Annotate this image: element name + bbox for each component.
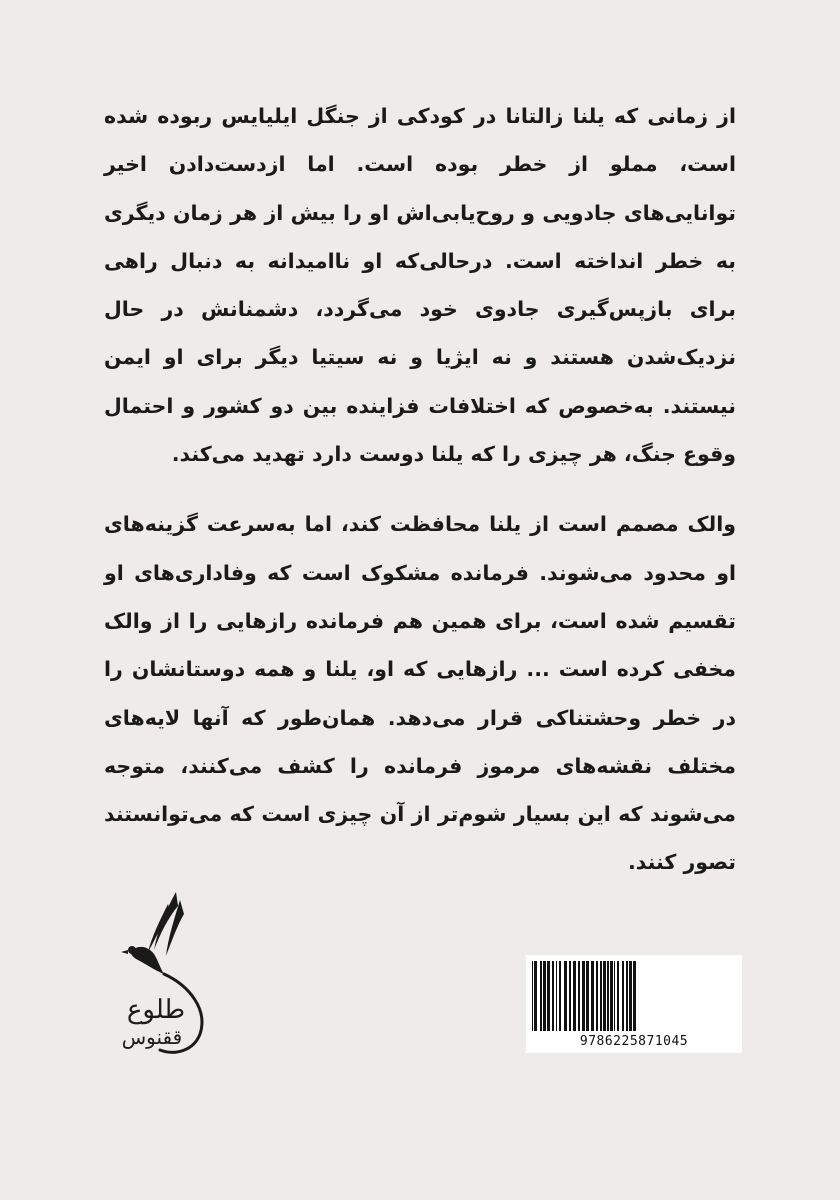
barcode-bar	[556, 961, 557, 1031]
barcode-bar	[591, 961, 594, 1031]
barcode-bar	[633, 961, 636, 1031]
logo-text-line2: ققنوس	[121, 1025, 183, 1049]
isbn-number: 9786225871045	[579, 1034, 689, 1049]
publisher-logo	[108, 890, 218, 1060]
barcode-bar	[622, 961, 624, 1031]
barcode-bars	[530, 961, 738, 1031]
barcode-bar	[547, 961, 550, 1031]
barcode-bar	[600, 961, 602, 1031]
barcode-bar	[559, 961, 561, 1031]
blurb-paragraph-1: از زمانی که یلنا زالتانا در کودکی از جنگل ایلیایس ربوده شده است، مملو از خطر بوده است. اما ازدست‌دادن اخیر توانایی‌های جادویی و روح‌یابی‌اش او را بیش از هر زمان دیگری به خطر انداخته است. درحالی‌که او ناامیدانه به دنبال راهی برای بازپس‌گیری جادوی خود می‌گردد، دشمنانش در حال نزدیک‌شدن هستند و نه ایژیا و نه سیتیا دیگر برای او ایمن نیستند. به‌خصوص که اختلافات فزاینده بین دو کشور و احتمال وقوع جنگ، هر چیزی را که یلنا دوست دارد تهدید می‌کند.	[104, 104, 736, 467]
barcode-bar	[596, 961, 598, 1031]
barcode-bar	[573, 961, 576, 1031]
barcode-bar	[607, 961, 609, 1031]
barcode-bar	[614, 961, 615, 1031]
barcode-bar	[534, 961, 537, 1031]
barcode-bar	[626, 961, 628, 1031]
barcode-bar	[617, 961, 619, 1031]
barcode-bar	[586, 961, 589, 1031]
phoenix-icon	[108, 890, 218, 1060]
barcode-bar	[582, 961, 585, 1031]
barcode-bar	[540, 961, 542, 1031]
barcode-bar	[569, 961, 571, 1031]
barcode-bar	[564, 961, 567, 1031]
barcode-bar	[552, 961, 554, 1031]
barcode-bar	[543, 961, 546, 1031]
barcode-bar	[610, 961, 613, 1031]
isbn-barcode	[526, 955, 742, 1053]
barcode-bar	[629, 961, 632, 1031]
blurb-paragraph-2: والک مصمم است از یلنا محافظت کند، اما به‌سرعت گزینه‌های او محدود می‌شوند. فرمانده مشکوک است که وفاداری‌های او تقسیم شده است، برای همین هم فرمانده رازهایی را از والک مخفی کرده است ... رازهایی که او، یلنا و همه دوستانشان را در خطر وحشتناکی قرار می‌دهد. همان‌طور که آنها لایه‌های مختلف نقشه‌های مرموز فرمانده را کشف می‌کنند، متوجه می‌شوند که این بسیار شوم‌تر از آن چیزی است که می‌توانستند تصور کنند.	[104, 512, 736, 875]
barcode-bar	[532, 961, 533, 1031]
blurb-text	[104, 92, 736, 887]
barcode-bar	[603, 961, 606, 1031]
barcode-bar	[578, 961, 580, 1031]
logo-text-line1: طلوع	[126, 995, 186, 1025]
